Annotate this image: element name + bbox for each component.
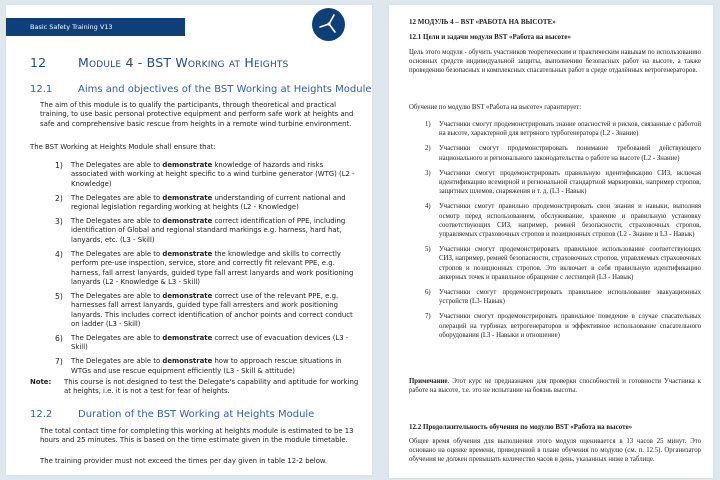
module-heading-number: 12 [30, 55, 47, 70]
ru-objective-item [425, 288, 701, 306]
item-text: correct use of the relevant PPE, e.g. harnesses fall arrest lanyards, guided type fall arresters and work positioning lanyards. This includes correct identification of anchor points and correct conduct on ladder (L3 - Skill) [71, 291, 353, 329]
ru-note-text: . Этот курс не предназначен для проверки способностей и готовности Участника к работе на высоте, т.е. это не испытание на боязнь высоты. [409, 378, 701, 395]
item-number: 2) [425, 145, 431, 153]
english-page [6, 5, 372, 475]
item-number: 2) [55, 193, 63, 203]
objectives-intro: The BST Working at Heights Module shall ensure that: [30, 143, 216, 151]
item-text: Участники смогут продемонстрировать правильное поведение в случае спасательных операций на турбинах ветрогенераторов и эффективное использование спасательного оборудования (L3 - Навыки и отношение) [439, 313, 701, 339]
item-text: the knowledge and skills to correctly perform pre-use inspection, service, store and correctly fit relevant PPE, e.g. harness, fall arrest lanyards, guided type fall arrest lanyards and work positioning lanyards (L2 - Knowledge & L3 - Skill) [71, 249, 354, 286]
item-text: Участники смогут продемонстрировать правильную идентификацию СИЗ, включая идентификацию всемирной и региональной стандартной маркировки, например стропов, защитных шлемов, снаряжения и т. д. (L3 - Навык) [439, 169, 701, 196]
aim-paragraph: The aim of this module is to qualify the participants, through theoretical and practical training, to use basic personal protective equipment and perform safe work at heights and safe and comprehensive basic rescue from heights in a remote wind turbine environment. [40, 101, 354, 128]
ru-objective-item [425, 202, 701, 239]
item-text: Участники смогут продемонстрировать правильное использование соответствующих СИЗ, например, ремней безопасности, страховочных стропов, управляемых страховочных стропов и позиционных стропов. Это включает в себя правильную идентификацию анкерных точек и правильное обращение с лестницей (L3 - Навык) [439, 246, 701, 281]
ru-aim-paragraph: Цель этого модуля - обучить участников теоретическим и практическим навыкам по использованию основных средств индивидуальной защиты, выполнению безопасных работ на высоте, а также проведению безопасных и комплексных спасательных работ в среде отдалённых ветрогенераторов. [409, 49, 701, 75]
item-text: correct use of evacuation devices (L3 - Skill) [71, 334, 349, 352]
item-bold: demonstrate [162, 357, 213, 366]
module-heading [30, 55, 289, 70]
item-number: 1) [425, 121, 431, 128]
module-heading-title: Module 4 - BST Working at Heights [78, 55, 289, 70]
note-text: This course is not designed to test the Delegate's capability and aptitude for working at heights, i.e. it is not a test for fear of heights. [64, 378, 359, 396]
item-number: 3) [55, 217, 63, 227]
item-number: 6) [425, 289, 431, 297]
ru-section-12-1-heading: 12.1 Цели и задачи модуля BST «Работа на высоте» [409, 33, 571, 41]
item-bold: demonstrate [162, 291, 213, 300]
item-number: 5) [55, 291, 63, 301]
objective-item [55, 334, 355, 353]
duration-paragraph: The total contact time for completing this working at heights module is estimated to be 13 hours and 25 minutes. This is based on the time estimate given in the module timetable. [40, 427, 354, 445]
item-text: Участники смогут правильно продемонстрировать свои знания и навыки, выполняя осмотр перед использованием, обслуживание, хранение и правильную установку соответствующих СИЗ, например, ремней безопасности, страховочных стропов, управляемых страховочных стропов и позиционных стропов (L2 - Знание и L3 - Навык) [439, 203, 701, 239]
item-number: 5) [425, 246, 431, 254]
ru-note-label: Примечание [409, 378, 448, 385]
ru-objectives-list [425, 120, 701, 346]
section-title: Duration of the BST Working at Heights Module [78, 409, 315, 420]
ru-objective-item [425, 144, 701, 162]
item-bold: demonstrate [162, 193, 213, 202]
objective-item [55, 217, 355, 245]
item-text: knowledge of hazards and risks associated with working at height specific to a wind turbine generator (WTG) (L2 - Knowledge) [71, 161, 355, 188]
item-number: 6) [55, 334, 63, 343]
section-number: 12.1 [30, 84, 53, 95]
ru-objective-item [425, 245, 701, 282]
duration-limit-paragraph: The training provider must not exceed the times per day given in table 12-2 below. [40, 457, 328, 465]
item-text: The Delegates are able to [71, 161, 163, 169]
ru-duration-paragraph: Общее время обучения для выполнения этого модуля оценивается в 13 часов 25 минут. Это основано на оценке времени, приведенной в плане обучения по модулю (см. п. 12.5). Организатор обучения не должен превышать количество часов в день, указанных ниже в таблице. [409, 438, 701, 464]
russian-page [389, 5, 713, 478]
item-number: 7) [55, 357, 63, 367]
ru-objectives-intro: Обучение по модулю BST «Работа на высоте» гарантирует: [409, 104, 582, 111]
note [30, 378, 360, 397]
objectives-list [55, 161, 355, 381]
ru-objective-item [425, 312, 701, 340]
objective-item [55, 194, 355, 213]
item-number: 7) [425, 313, 431, 321]
ru-module-heading: 12 МОДУЛЬ 4 – BST «РАБОТА НА ВЫСОТЕ» [409, 18, 556, 26]
objective-item [55, 357, 355, 376]
item-text: The Delegates are able to [71, 291, 163, 300]
item-text: The Delegates are able to [71, 193, 163, 202]
section-12-2-heading [30, 409, 314, 420]
item-number: 3) [425, 169, 431, 177]
item-bold: demonstrate [162, 217, 213, 226]
item-number: 1) [55, 161, 63, 170]
item-text: Участники смогут продемонстрировать понимание требований действующего национального и регионального законодательства о работе на высоте (L2 - Знание) [439, 145, 701, 162]
item-text: Участники смогут продемонстрировать правильное использование эвакуационных устройств (L3- Навык) [439, 289, 701, 306]
ru-objective-item [425, 169, 701, 197]
section-12-1-heading [30, 84, 372, 95]
item-text: The Delegates are able to [71, 357, 163, 366]
wind-turbine-icon [312, 8, 345, 41]
objective-item [55, 292, 355, 330]
ru-note [409, 377, 701, 395]
item-number: 4) [425, 203, 431, 211]
item-text: Участники смогут продемонстрировать знание опасностей и рисков, связанные с работой на высоте, характерной для ветряного турбогенератора (L2 - Знание) [439, 121, 701, 138]
item-text: The Delegates are able to [71, 249, 163, 258]
note-label: Note: [30, 378, 52, 386]
item-text: The Delegates are able to [71, 334, 163, 342]
item-bold: demonstrate [162, 249, 213, 258]
document-header-bar: Basic Safety Training V13 [6, 18, 185, 36]
item-bold: demonstrate [162, 334, 213, 342]
item-number: 4) [55, 249, 63, 259]
ru-section-12-2-heading: 12.2 Продолжительность обучения по модулю BST «Работа на высоте» [409, 423, 633, 431]
item-text: understanding of current national and regional legislation regarding working at heights (L2 - Knowledge) [71, 193, 346, 212]
item-text: how to approach rescue situations in WTGs and use rescue equipment efficiently (L3 - Skill & attitude) [71, 357, 342, 375]
ru-objective-item [425, 120, 701, 138]
section-title: Aims and objectives of the BST Working at Heights Module [78, 84, 372, 95]
item-bold: demonstrate [162, 161, 213, 169]
objective-item [55, 250, 355, 288]
item-text: correct identification of PPE, including identification of Global and regional standard markings e.g. harness, hard hat, lanyards, etc. (L3 - Skill) [71, 217, 346, 244]
section-number: 12.2 [30, 409, 53, 420]
objective-item [55, 161, 355, 189]
item-text: The Delegates are able to [71, 217, 163, 226]
